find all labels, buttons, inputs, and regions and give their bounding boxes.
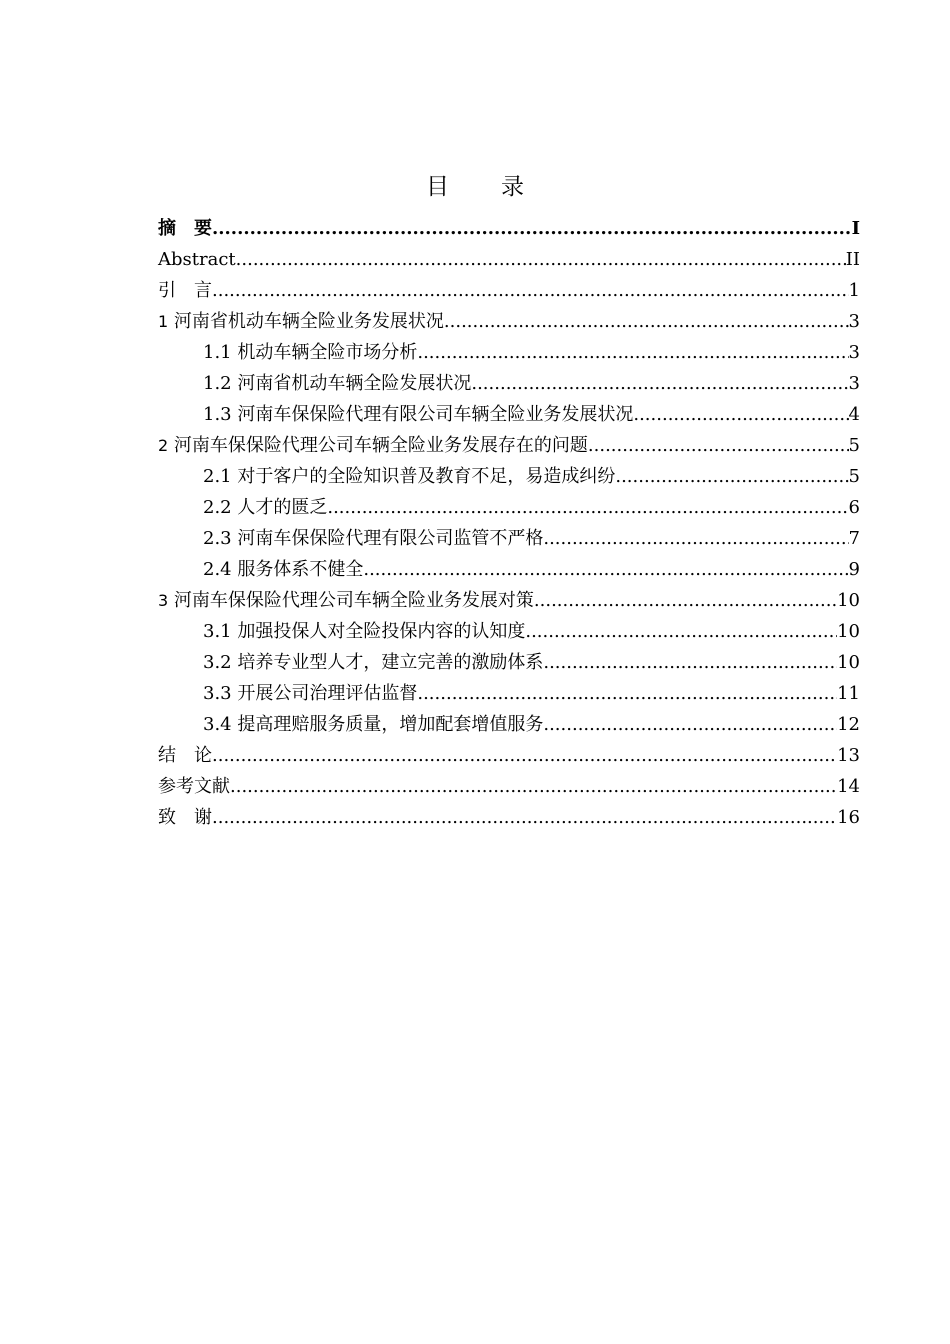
toc-entry-label: 摘 要	[158, 218, 212, 239]
toc-dot-leader	[471, 368, 848, 399]
toc-dot-leader	[212, 740, 837, 771]
toc-dot-leader	[543, 709, 837, 740]
toc-entry-page: 4	[848, 404, 860, 425]
toc-entry-page: 10	[837, 621, 860, 642]
toc-entry-section-1-3[interactable]	[158, 399, 860, 430]
toc-entry-chapter-1[interactable]	[158, 306, 860, 337]
toc-dot-leader	[212, 213, 852, 244]
toc-dot-leader	[363, 554, 848, 585]
toc-entry-section-3-4[interactable]	[158, 709, 860, 740]
toc-entry-label: 3.1 加强投保人对全险投保内容的认知度	[203, 621, 526, 642]
toc-dot-leader	[588, 430, 849, 461]
toc-entry-abstract-en[interactable]	[158, 244, 860, 275]
toc-entry-abstract-cn[interactable]	[158, 213, 860, 244]
toc-chapter-title: 河南车保保险代理公司车辆全险业务发展存在的问题	[173, 435, 588, 456]
toc-dot-leader	[212, 275, 849, 306]
toc-dot-leader	[236, 244, 846, 275]
toc-entry-label: 1.2 河南省机动车辆全险发展状况	[203, 373, 472, 394]
toc-entry-page: 6	[848, 497, 860, 518]
toc-entry-label	[158, 585, 534, 616]
toc-entry-page: 1	[848, 280, 860, 301]
toc-entry-label: 参考文献	[158, 776, 230, 797]
toc-entry-label: Abstract	[158, 249, 236, 270]
toc-chapter-number: 2	[158, 436, 169, 455]
toc-entry-references[interactable]	[158, 771, 860, 802]
toc-entry-section-3-2[interactable]	[158, 647, 860, 678]
toc-entry-acknowledgements[interactable]	[158, 802, 860, 833]
toc-entry-page: 5	[848, 435, 860, 456]
toc-entry-chapter-3[interactable]	[158, 585, 860, 616]
toc-entry-label: 2.4 服务体系不健全	[203, 559, 364, 580]
toc-entry-label: 致 谢	[158, 807, 212, 828]
toc-entry-page: 12	[837, 714, 860, 735]
toc-entry-label: 2.3 河南车保保险代理有限公司监管不严格	[203, 528, 544, 549]
toc-entry-page: 5	[848, 466, 860, 487]
toc-entry-introduction[interactable]	[158, 275, 860, 306]
toc-entry-label: 1.1 机动车辆全险市场分析	[203, 342, 418, 363]
toc-entry-section-1-2[interactable]	[158, 368, 860, 399]
toc-entry-label: 引 言	[158, 280, 212, 301]
toc-entry-label	[158, 430, 588, 461]
toc-chapter-title: 河南车保保险代理公司车辆全险业务发展对策	[173, 590, 534, 611]
toc-dot-leader	[417, 678, 837, 709]
toc-entry-label: 2.2 人才的匮乏	[203, 497, 328, 518]
toc-entry-page: 14	[837, 776, 860, 797]
toc-dot-leader	[543, 647, 837, 678]
toc-entry-page: 10	[837, 652, 860, 673]
toc-title-char-1: 目	[426, 174, 449, 200]
toc-entry-label: 3.2 培养专业型人才，建立完善的激励体系	[203, 652, 544, 673]
toc-title-char-2: 录	[501, 174, 524, 200]
toc-entry-page: II	[845, 249, 860, 270]
toc-dot-leader	[444, 306, 849, 337]
toc-entry-page: 7	[848, 528, 860, 549]
toc-title	[0, 170, 950, 204]
toc-dot-leader	[525, 616, 837, 647]
toc-entry-chapter-2[interactable]	[158, 430, 860, 461]
toc-entry-page: 16	[837, 807, 860, 828]
toc-entry-section-2-1[interactable]	[158, 461, 860, 492]
toc-entry-label: 结 论	[158, 745, 212, 766]
toc-entry-label: 2.1 对于客户的全险知识普及教育不足，易造成纠纷	[203, 466, 616, 487]
toc-entry-section-1-1[interactable]	[158, 337, 860, 368]
toc-entry-page: I	[851, 218, 860, 239]
toc-entry-section-2-4[interactable]	[158, 554, 860, 585]
toc-entry-section-2-2[interactable]	[158, 492, 860, 523]
toc-entry-label: 3.4 提高理赔服务质量，增加配套增值服务	[203, 714, 544, 735]
toc-entry-label	[158, 306, 444, 337]
toc-entry-label: 1.3 河南车保保险代理有限公司车辆全险业务发展状况	[203, 404, 634, 425]
toc-entry-section-3-3[interactable]	[158, 678, 860, 709]
toc-dot-leader	[534, 585, 837, 616]
toc-entry-section-2-3[interactable]	[158, 523, 860, 554]
toc-entry-page: 11	[837, 683, 860, 704]
toc-dot-leader	[615, 461, 848, 492]
toc-entry-page: 3	[848, 373, 860, 394]
toc-entry-page: 3	[848, 342, 860, 363]
toc-entry-label: 3.3 开展公司治理评估监督	[203, 683, 418, 704]
toc-dot-leader	[327, 492, 848, 523]
toc-dot-leader	[212, 802, 837, 833]
table-of-contents	[158, 213, 860, 833]
toc-entry-page: 3	[848, 311, 860, 332]
toc-chapter-number: 3	[158, 591, 169, 610]
toc-entry-page: 10	[837, 590, 860, 611]
toc-chapter-title: 河南省机动车辆全险业务发展状况	[173, 311, 444, 332]
toc-entry-section-3-1[interactable]	[158, 616, 860, 647]
toc-entry-conclusion[interactable]	[158, 740, 860, 771]
toc-dot-leader	[543, 523, 848, 554]
toc-dot-leader	[230, 771, 837, 802]
toc-entry-page: 13	[837, 745, 860, 766]
toc-dot-leader	[633, 399, 848, 430]
toc-dot-leader	[417, 337, 848, 368]
toc-chapter-number: 1	[158, 312, 169, 331]
toc-entry-page: 9	[848, 559, 860, 580]
